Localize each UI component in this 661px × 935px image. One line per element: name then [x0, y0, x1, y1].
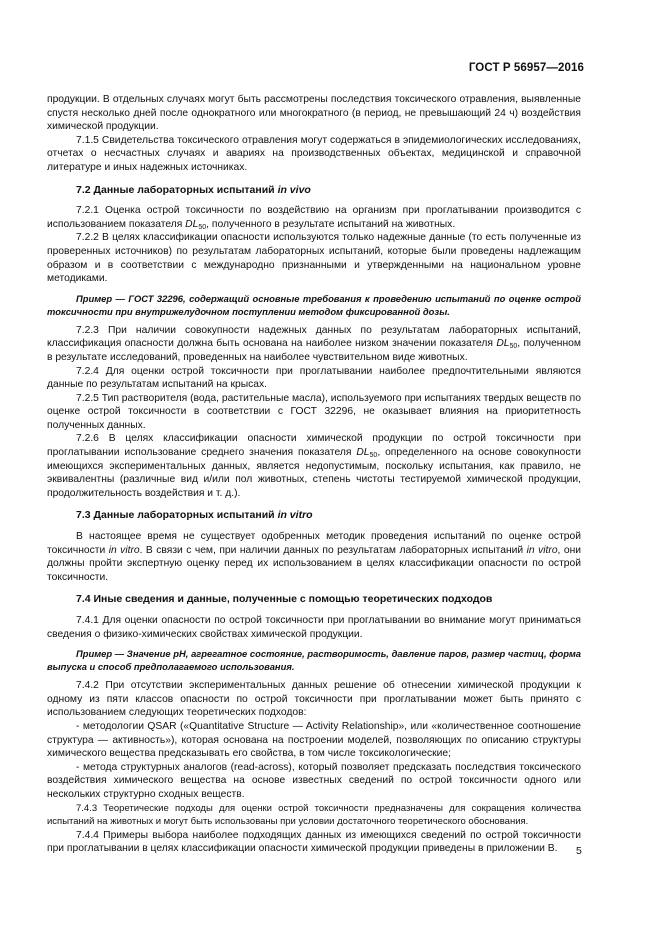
paragraph-7-4-1: 7.4.1 Для оценки опасности по острой токсичности при проглатывании во внимание могут приниматься сведения о физико-химических свойствах химической продукции. — [47, 615, 581, 640]
paragraph-7-4-2: 7.4.2 При отсутствии экспериментальных данных решение об отнесении химической продукции к одному из пяти классов опасности по острой токсичности при проглатывании может быть принято с использованием следующих теоретических подходов: — [47, 680, 581, 719]
paragraph-7-2-1: 7.2.1 Оценка острой токсичности по воздействию на организм при проглатывании производится с использованием показателя $DL_{50}$, полученного в результате испытаний на животных. — [47, 205, 581, 231]
paragraph-7-2-4: 7.2.4 Для оценки острой токсичности при проглатывании наиболее предпочтительными являются данные по результатам испытаний на крысах. — [47, 365, 581, 391]
paragraph-7-2-2: 7.2.2 В целях классификации опасности используются только надежные данные (то есть полученные из проверенных источников) по результатам лабораторных испытаний, которые были проведены надлежащим образом и в соответствии с международно признанными и утвержденными на национальном уровне методиками. — [47, 232, 581, 285]
paragraph-7-4-4: 7.4.4 Примеры выбора наиболее подходящих данных из имеющихся сведений по острой токсичности при проглатывании в целях классификации опасности химической продукции приведены в приложении В. — [47, 829, 581, 855]
section-7-3-heading: 7.3 Данные лабораторных испытаний in vitro — [76, 509, 313, 522]
paragraph-7-2-5: 7.2.5 Тип растворителя (вода, растительные масла), используемого при испытаниях твердых веществ по оценке острой токсичности в соответствии с ГОСТ 32296, не оказывает влияния на приоритетность полученных данных. — [47, 392, 581, 431]
paragraph-7-3: В настоящее время не существует одобренных методик проведения испытаний по оценке острой токсичности in vitro. В связи с чем, при наличии данных по результатам лабораторных испытаний in vitro, они должны пройти экспертную оценку перед их использованием в целях классификации опасности по острой токсичности. — [47, 531, 582, 583]
paragraph-7-2-3: 7.2.3 При наличии совокупности надежных данных по результатам лабораторных испытаний, классификация опасности должна быть основана на наиболее низком значении показателя $DL_{50}$, полученном в результате исследований, проведенных на наиболее чувствительном виде животных. — [47, 324, 581, 363]
section-7-4-heading: 7.4 Иные сведения и данные, полученные с помощью теоретических подходов — [76, 593, 493, 606]
paragraph-7-2-6: 7.2.6 В целях классификации опасности химической продукции по острой токсичности при проглатывании использование среднего значения показателя $DL_{50}$, определенного на основе совокупности имеющихся экспериментальных данных, является недопустимым, поскольку испытания, как правило, не эквивалентны (различные вид и/или пол животных, степень чистоты тестируемой химической продукции, продолжительность воздействия и т. д.). — [47, 433, 582, 499]
paragraph-continuation: продукции. В отдельных случаях могут быть рассмотрены последствия токсического отравления, выявленные спустя несколько дней после однократного или многократного (в период, не превышающий 24 ч) воздействия химической продукции. — [47, 94, 581, 133]
example-note-gost-32296: Пример — ГОСТ 32296, содержащий основные требования к проведению испытаний по оценке острой токсичности при внутрижелудочном поступлении методом фиксированной дозы. — [47, 292, 581, 317]
list-item-qsar: - методологии QSAR («Quantitative Structure — Activity Relationship», или «количественное соотношение структура — активность»), которая основана на построении моделей, позволяющих по описанию структуры химического вещества предсказывать его свойства, в том числе токсикологические; — [47, 720, 581, 760]
example-note-physchem: Пример — Значение pH, агрегатное состояние, растворимость, давление паров, размер частиц, форма выпуска и способ предполагаемого использования. — [47, 648, 581, 673]
section-7-2-heading: 7.2 Данные лабораторных испытаний in vivo — [76, 183, 311, 196]
paragraph-7-1-5: 7.1.5 Свидетельства токсического отравления могут содержаться в эпидемиологических исследованиях, отчетах о несчастных случаях и авариях на производственных объектах, медицинской и справочной литературе и иных надежных источниках. — [47, 134, 581, 173]
page-number: 5 — [576, 845, 582, 857]
page-body — [47, 93, 581, 856]
paragraph-7-4-3: 7.4.3 Теоретические подходы для оценки острой токсичности предназначены для сокращения количества испытаний на животных и могут быть использованы при условии достаточного теоретического обоснования. — [47, 802, 581, 828]
list-item-read-across: - метода структурных аналогов (read-across), который позволяет предсказать последствия токсического воздействия химического вещества на основе известных сведений по острой токсичности одного или нескольких структурно сходных веществ. — [47, 761, 581, 800]
standard-number-header: ГОСТ Р 56957—2016 — [468, 62, 584, 74]
